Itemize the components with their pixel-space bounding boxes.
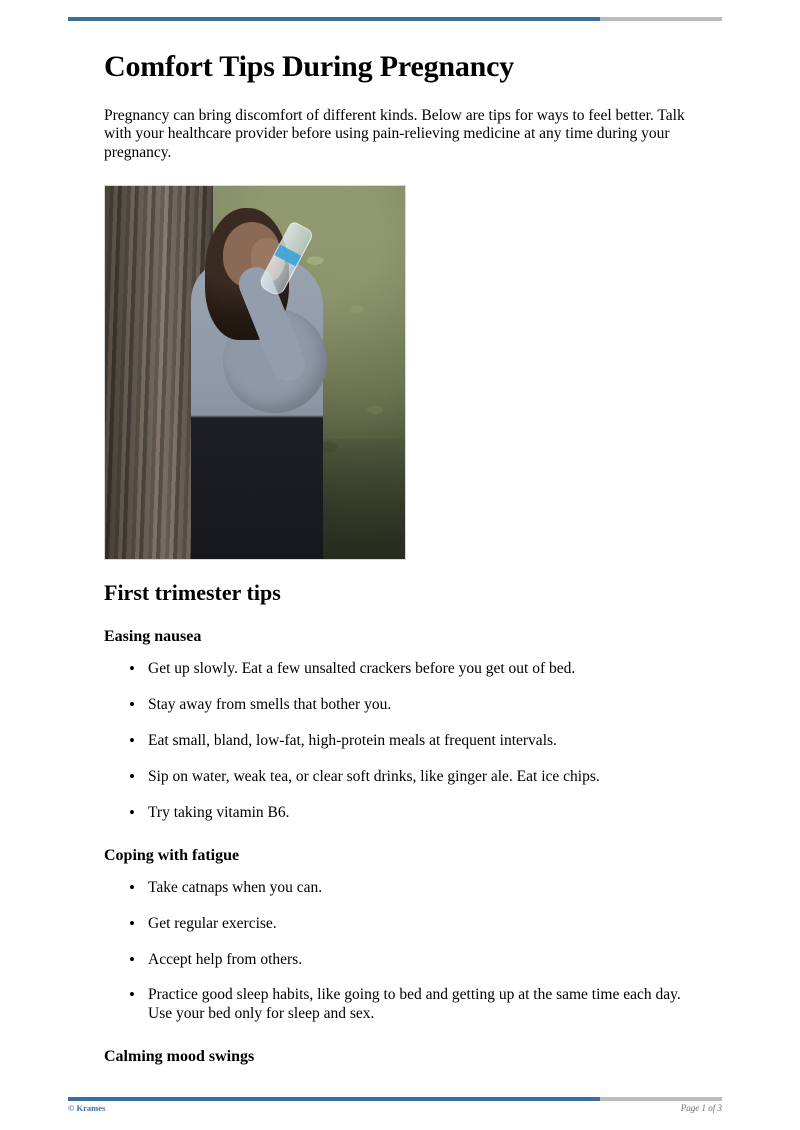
subsection-easing-nausea xyxy=(104,628,704,823)
list-item: • Stay away from smells that bother you. xyxy=(146,696,704,715)
page-footer xyxy=(68,1103,722,1113)
intro-paragraph: Pregnancy can bring discomfort of different kinds. Below are tips for ways to feel better. Talk with your healthcare provider before using pain-relieving medicine at any time during your pregnancy. xyxy=(104,106,685,162)
list-item: • Take catnaps when you can. xyxy=(146,879,704,898)
footer-copyright: © Krames xyxy=(68,1103,106,1113)
tips-list-coping-with-fatigue xyxy=(104,879,704,1025)
section-heading-first-trimester: First trimester tips xyxy=(104,580,281,606)
list-item: • Get regular exercise. xyxy=(146,915,704,934)
subsection-heading-easing-nausea: Easing nausea xyxy=(104,628,202,646)
page-title: Comfort Tips During Pregnancy xyxy=(104,50,515,83)
list-item: • Accept help from others. xyxy=(146,951,704,970)
footer-page-number: Page 1 of 3 xyxy=(680,1103,722,1113)
hero-image xyxy=(104,185,406,560)
footer-rule-accent xyxy=(68,1097,600,1101)
list-item: • Sip on water, weak tea, or clear soft drinks, like ginger ale. Eat ice chips. xyxy=(146,768,704,787)
footer-rule-gray xyxy=(600,1097,722,1101)
subsection-coping-with-fatigue xyxy=(104,847,704,1025)
subsection-heading-coping-with-fatigue: Coping with fatigue xyxy=(104,846,240,864)
header-rule xyxy=(68,17,722,21)
header-rule-gray xyxy=(600,17,722,21)
subsection-heading-calming-mood-swings: Calming mood swings xyxy=(104,1048,255,1066)
header-rule-accent xyxy=(68,17,600,21)
list-item: • Eat small, bland, low-fat, high-protein meals at frequent intervals. xyxy=(146,732,704,751)
document-content xyxy=(104,50,704,1080)
list-item: • Practice good sleep habits, like going to bed and getting up at the same time each day. Use your bed only for sleep and sex. xyxy=(146,986,704,1024)
footer-rule xyxy=(68,1097,722,1101)
list-item: • Get up slowly. Eat a few unsalted crackers before you get out of bed. xyxy=(146,660,704,679)
tips-list-easing-nausea xyxy=(104,660,704,823)
list-item: • Try taking vitamin B6. xyxy=(146,804,704,823)
